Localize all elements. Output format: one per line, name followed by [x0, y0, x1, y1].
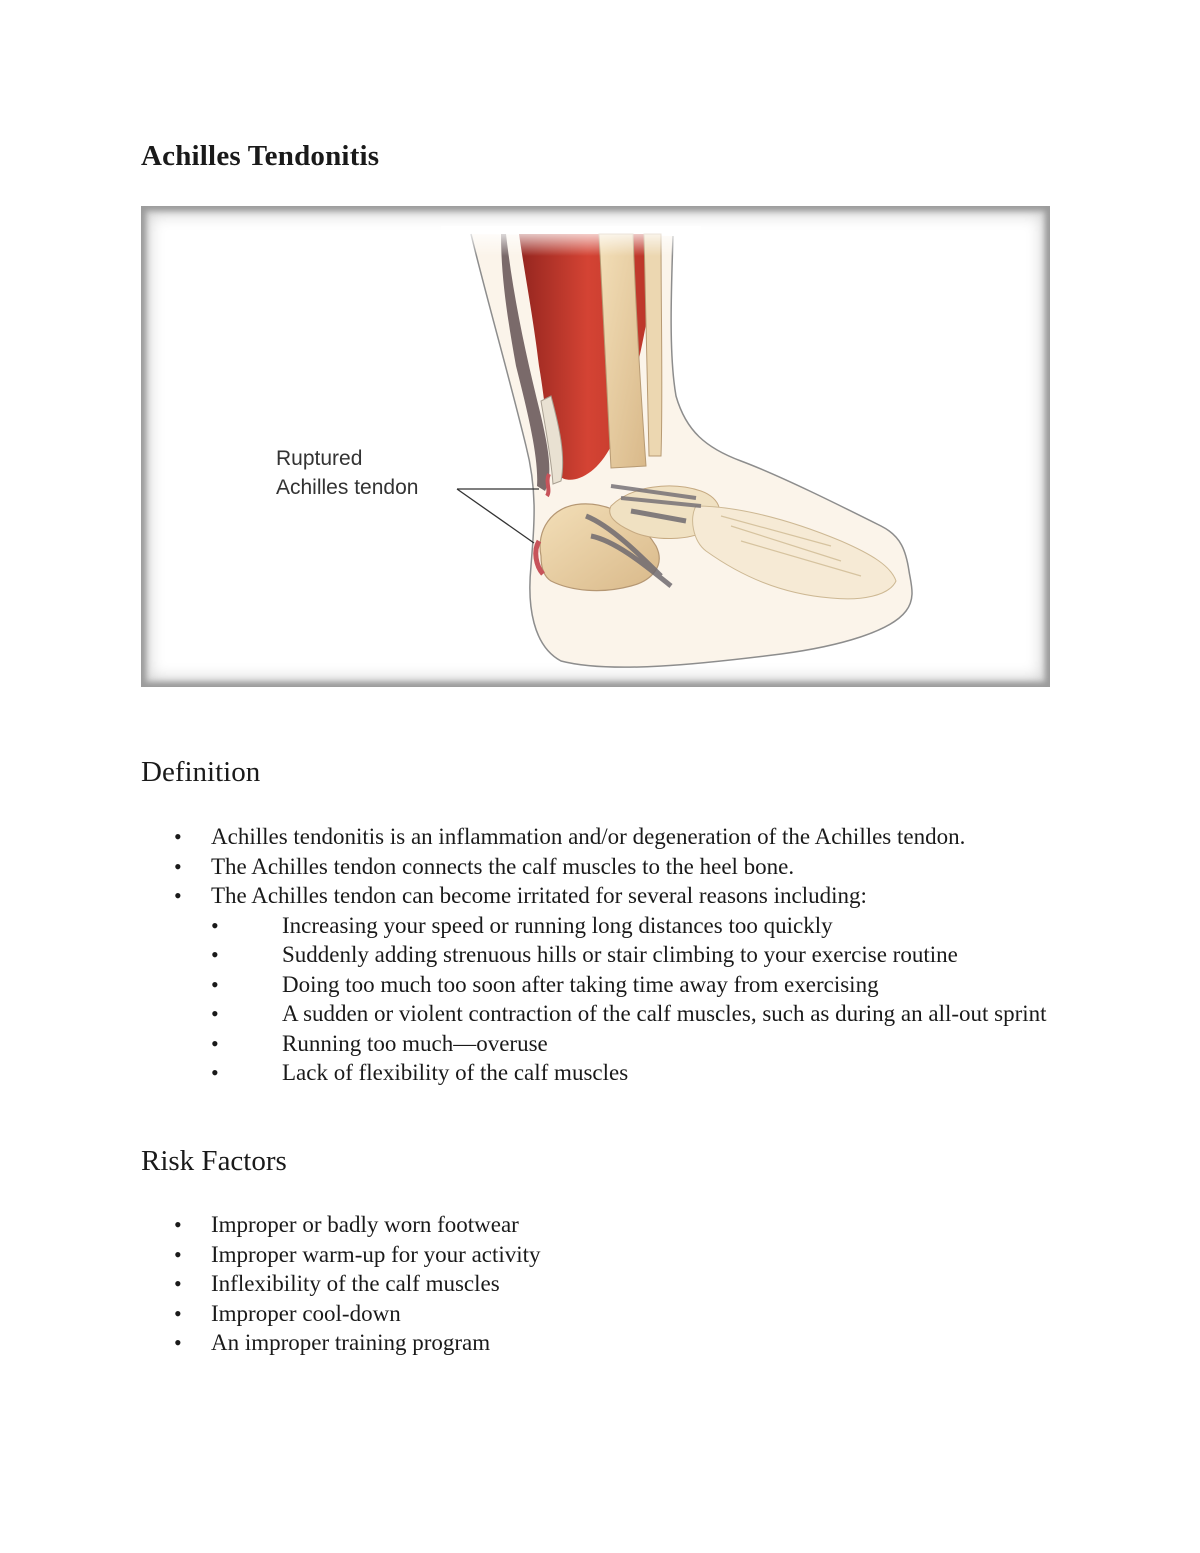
list-item: • The Achilles tendon can become irritated for several reasons including: • Increasing your speed or running long distances too quickly • Suddenly adding strenuous hills or stair climbing to your exercise routine • Doing too much too soon after taking time away from exercising • A sudden or violent contraction of the calf muscles, such as during an all-out sprint • Running too much—overuse • Lack of flexibility of the calf muscles: [141, 881, 1071, 1088]
definition-heading: Definition: [141, 756, 261, 788]
list-item: • Achilles tendonitis is an inflammation and/or degeneration of the Achilles tendon.: [141, 822, 1071, 852]
list-item: • The Achilles tendon connects the calf muscles to the heel bone.: [141, 852, 1071, 882]
list-item: • Improper cool-down: [141, 1299, 1071, 1329]
ankle-anatomy-figure: [141, 206, 1050, 687]
list-item: • Lack of flexibility of the calf muscles: [211, 1058, 1071, 1088]
list-item: • Improper or badly worn footwear: [141, 1210, 1071, 1240]
reasons-list: [211, 911, 1071, 1088]
list-item: • Improper warm-up for your activity: [141, 1240, 1071, 1270]
document-title: Achilles Tendonitis: [141, 140, 380, 172]
list-item: • Increasing your speed or running long distances too quickly: [211, 911, 1071, 941]
list-item: • Suddenly adding strenuous hills or stair climbing to your exercise routine: [211, 940, 1071, 970]
definition-list: [141, 822, 1071, 1088]
figure-label-line2: Achilles tendon: [276, 476, 419, 499]
list-item: • Running too much—overuse: [211, 1029, 1071, 1059]
list-item: • Inflexibility of the calf muscles: [141, 1269, 1071, 1299]
risk-factors-heading: Risk Factors: [141, 1145, 287, 1177]
list-item: • A sudden or violent contraction of the calf muscles, such as during an all-out sprint: [211, 999, 1071, 1029]
figure-label-line1: Ruptured: [276, 447, 363, 470]
list-item: • Doing too much too soon after taking time away from exercising: [211, 970, 1071, 1000]
list-item: • An improper training program: [141, 1328, 1071, 1358]
risk-factors-list: [141, 1210, 1071, 1358]
